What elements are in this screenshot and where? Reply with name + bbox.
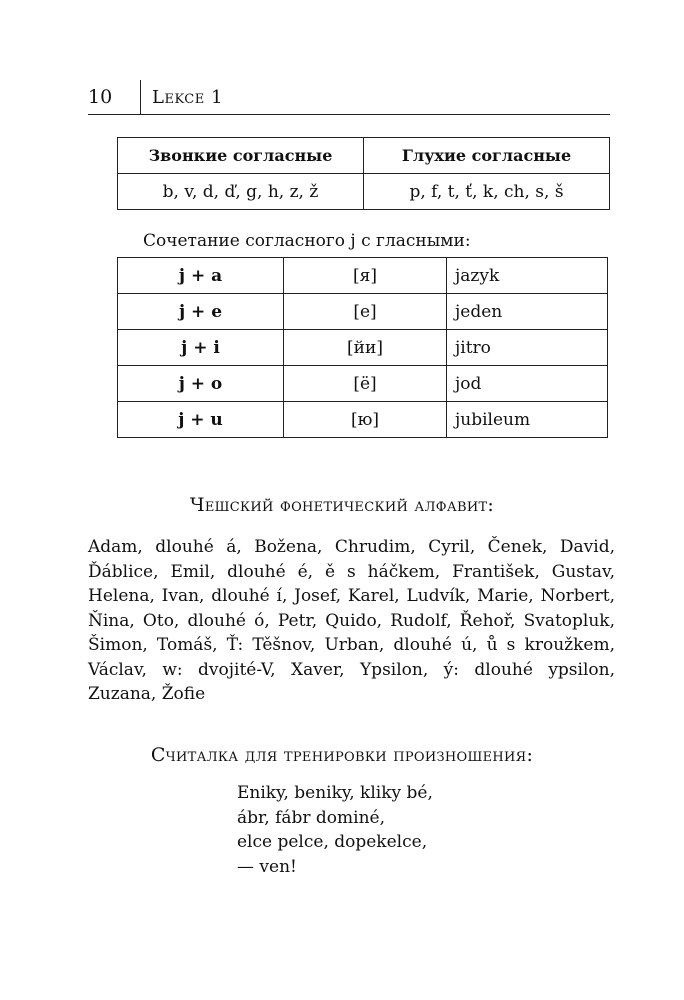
j-combination-table xyxy=(117,257,608,438)
rhyme-line: elce pelce, dopekelce, xyxy=(237,832,428,852)
table-row xyxy=(118,258,608,294)
consonants-table xyxy=(117,137,610,210)
example-cell: jeden xyxy=(447,294,608,330)
rhyme-line: — ven! xyxy=(237,856,297,877)
rhyme-line: ábr, fábr dominé, xyxy=(237,807,386,828)
table-row xyxy=(118,366,608,402)
example-cell: jubileum xyxy=(447,402,608,438)
combo-cell: j + e xyxy=(118,294,284,330)
voiced-cell: b, v, d, ď, g, h, z, ž xyxy=(118,174,364,210)
table-row xyxy=(118,294,608,330)
rhyme-line: Eniky, beniky, kliky bé, xyxy=(237,783,433,803)
rhyme-verse xyxy=(237,781,433,879)
alphabet-heading: Чешский фонетический алфавит: xyxy=(189,494,495,516)
combo-cell: j + o xyxy=(118,366,284,402)
example-cell: jod xyxy=(447,366,608,402)
sound-cell: [ю] xyxy=(284,402,447,438)
rhyme-heading: Считалка для тренировки произношения: xyxy=(150,744,534,766)
table-row xyxy=(118,402,608,438)
combo-cell: j + u xyxy=(118,402,284,438)
voiceless-header: Глухие согласные xyxy=(364,138,610,174)
page-number: 10 xyxy=(88,86,113,108)
sound-cell: [йи] xyxy=(284,330,447,366)
example-cell: jitro xyxy=(447,330,608,366)
sound-cell: [я] xyxy=(284,258,447,294)
combo-cell: j + i xyxy=(118,330,284,366)
table-row xyxy=(118,330,608,366)
voiced-header: Звонкие согласные xyxy=(118,138,364,174)
j-intro-text: Сочетание согласного j с гласными: xyxy=(143,231,471,251)
sound-cell: [ё] xyxy=(284,366,447,402)
voiceless-cell: p, f, t, ť, k, ch, s, š xyxy=(364,174,610,210)
combo-cell: j + a xyxy=(118,258,284,294)
page-header xyxy=(88,86,610,115)
header-divider xyxy=(140,80,141,114)
example-cell: jazyk xyxy=(447,258,608,294)
table-header-row xyxy=(118,138,610,174)
sound-cell: [е] xyxy=(284,294,447,330)
table-row xyxy=(118,174,610,210)
alphabet-paragraph: Adam, dlouhé á, Božena, Chrudim, Cyril, Čenek, David, Ďáblice, Emil, dlouhé é, ě s háčkem, František, Gustav, Helena, Ivan, dlouhé í, Josef, Karel, Ludvík, Marie, Norbert, Ňina, Oto, dlouhé ó, Petr, Quido, Rudolf, Řehoř, Svatopluk, Šimon, Tomáš, Ť: Těšnov, Urban, dlouhé ú, ů s kroužkem, Václav, w: dvojité-V, Xaver, Ypsilon, ý: dlouhé ypsilon, Zuzana, Žofie xyxy=(88,537,615,704)
chapter-title: Lekce 1 xyxy=(152,87,223,108)
